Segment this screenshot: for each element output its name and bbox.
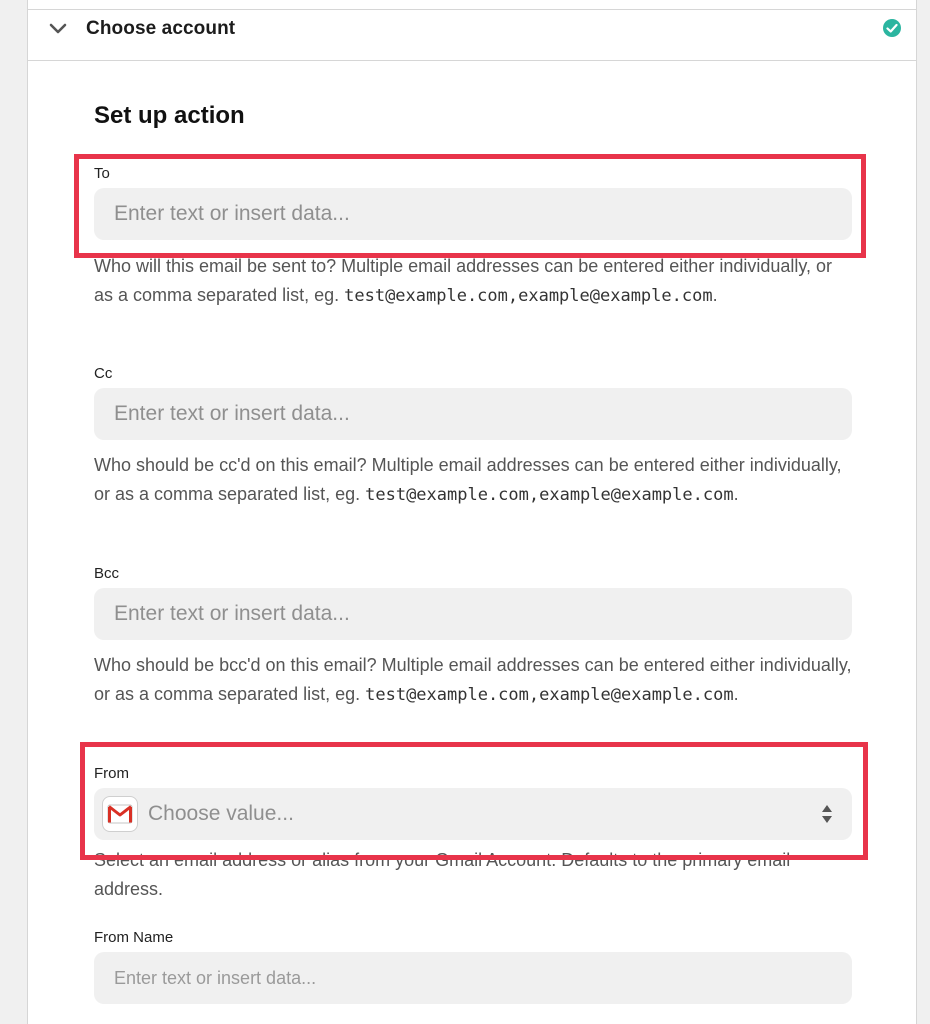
from-name-input[interactable] <box>94 952 852 1004</box>
from-placeholder: Choose value... <box>148 802 294 825</box>
section-title: Choose account <box>86 18 236 39</box>
to-help-example: test@example.com,example@example.com <box>344 286 713 306</box>
to-placeholder: Enter text or insert data... <box>114 202 350 225</box>
to-help-end: . <box>712 285 718 305</box>
cc-label: Cc <box>94 365 113 382</box>
bcc-input[interactable] <box>94 588 852 640</box>
bcc-help-description: Who should be bcc'd on this email? Multiple email addresses can be entered either individually, or as a comma separated list, eg. <box>94 655 852 704</box>
to-help-text <box>94 252 854 311</box>
from-field-highlight <box>80 742 868 860</box>
from-name-label: From Name <box>94 929 174 946</box>
bcc-placeholder: Enter text or insert data... <box>114 602 350 625</box>
editor-panel <box>27 0 917 1024</box>
from-name-placeholder: Enter text or insert data... <box>114 967 317 988</box>
cc-help-description: Who should be cc'd on this email? Multiple email addresses can be entered either individually, or as a comma separated list, eg. <box>94 455 842 504</box>
from-help-text: Select an email address or alias from your Gmail Account. Defaults to the primary email address. <box>94 850 791 899</box>
bcc-help-text <box>94 651 854 710</box>
cc-help-text <box>94 451 854 510</box>
cc-help-end: . <box>733 484 739 504</box>
bcc-help-end: . <box>733 684 739 704</box>
bcc-help-example: test@example.com,example@example.com <box>365 685 734 705</box>
chevron-down-icon[interactable] <box>48 22 68 36</box>
to-field-highlight <box>74 154 866 258</box>
cc-help-example: test@example.com,example@example.com <box>365 485 734 505</box>
from-label: From <box>94 765 129 782</box>
to-label: To <box>94 165 110 182</box>
set-up-action-title: Set up action <box>94 102 245 129</box>
to-help-description: Who will this email be sent to? Multiple email addresses can be entered either individually, or as a comma separated list, eg. <box>94 256 833 305</box>
check-circle-icon <box>882 18 902 38</box>
choose-account-section-header[interactable] <box>28 10 916 61</box>
cc-input[interactable] <box>94 388 852 440</box>
cc-placeholder: Enter text or insert data... <box>114 402 350 425</box>
bcc-label: Bcc <box>94 565 120 582</box>
